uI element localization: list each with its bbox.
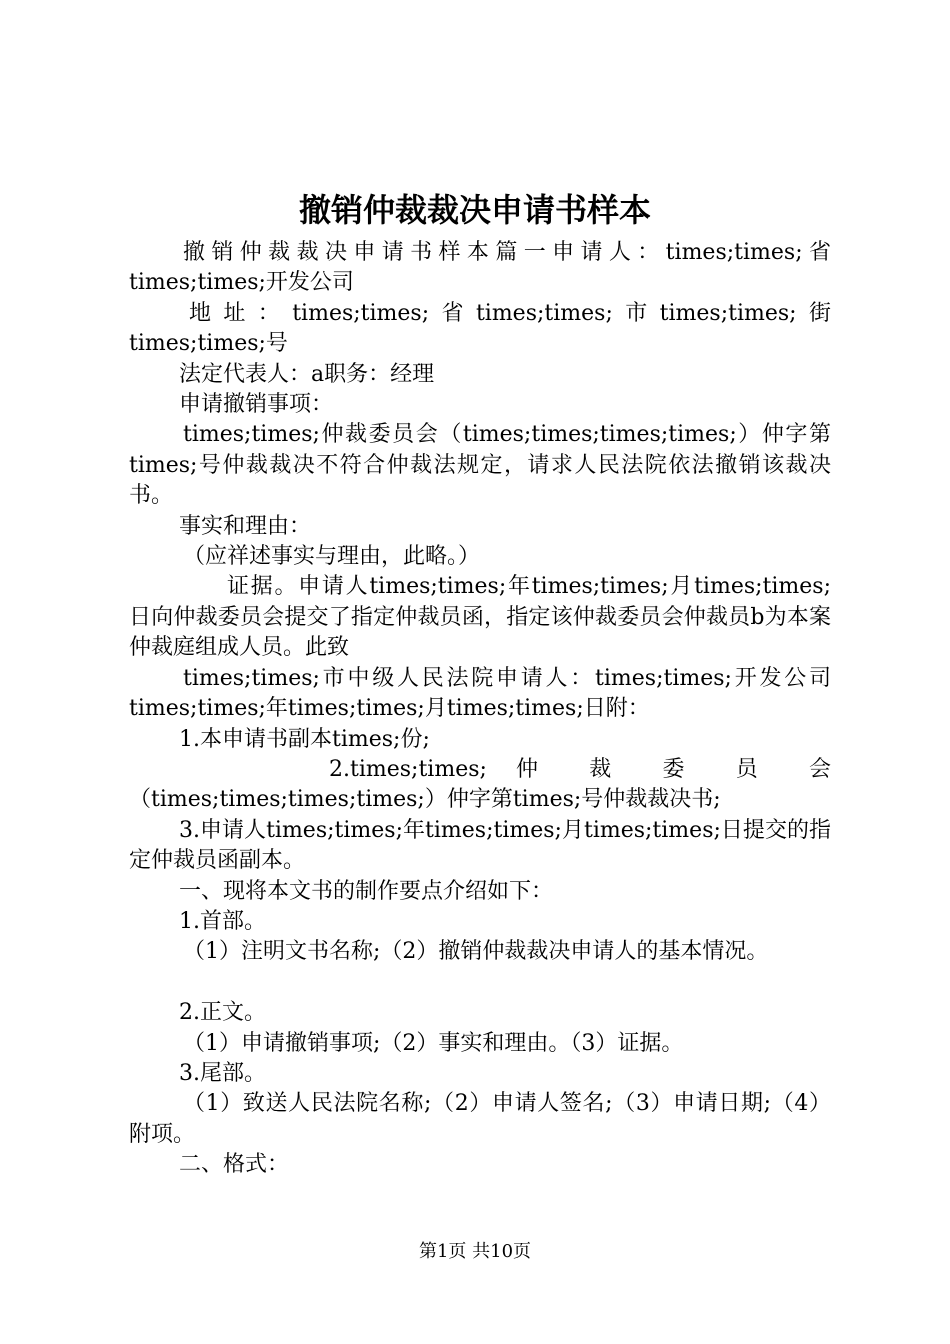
paragraph-tail-items: （1）致送人民法院名称;（2）申请人签名;（3）申请日期;（4）附项。 xyxy=(129,1091,831,1147)
paragraph-attachment-2b: （times;times;times;times;）仲字第times;号仲裁裁决书; xyxy=(129,787,721,813)
paragraph-request-heading: 申请撤销事项： xyxy=(179,392,334,418)
paragraph-evidence: 证据。申请人times;times;年times;times;月times;times;日向仲裁委员会提交了指定仲裁员函，指定该仲裁委员会仲裁员b为本案仲裁庭组成人员。此致 xyxy=(129,574,831,661)
paragraph-head-part: 1.首部。 xyxy=(179,908,266,934)
document-body xyxy=(129,238,831,1181)
paragraph-request-content: times;times;仲裁委员会（times;times;times;times;）仲字第times;号仲裁裁决不符合仲裁法规定，请求人民法院依法撤销该裁决书。 xyxy=(129,422,831,509)
page-number: 第1页 共10页 xyxy=(418,1241,532,1262)
paragraph-address: 地址：times;times;省times;times;市times;times;街times;times;号 xyxy=(129,300,831,357)
paragraph-legal-rep: 法定代表人：a职务：经理 xyxy=(179,361,435,387)
paragraph-section-1: 一、现将本文书的制作要点介绍如下： xyxy=(179,878,554,904)
paragraph-section-2: 二、格式： xyxy=(179,1152,290,1178)
paragraph-facts-note: （应祥述事实与理由，此略。） xyxy=(183,544,481,570)
paragraph-attachment-1: 1.本申请书副本times;份; xyxy=(179,726,430,752)
paragraph-head-items: （1）注明文书名称;（2）撤销仲裁裁决申请人的基本情况。 xyxy=(183,939,769,965)
document-title: 撤销仲裁裁决申请书样本 xyxy=(298,191,651,229)
paragraph-facts-heading: 事实和理由： xyxy=(179,513,312,539)
paragraph-tail-part: 3.尾部。 xyxy=(179,1060,266,1086)
paragraph-attachment-3: 3.申请人times;times;年times;times;月times;times;日提交的指定仲裁员函副本。 xyxy=(129,817,831,874)
paragraph-main-part: 2.正文。 xyxy=(179,1000,266,1026)
blank-line xyxy=(129,968,831,998)
paragraph-applicant: 撤销仲裁裁决申请书样本篇一申请人：times;times;省times;times;开发公司 xyxy=(129,240,831,296)
paragraph-attachment-2a: 2.times;times; 仲 裁 委 员 会 xyxy=(329,756,831,782)
paragraph-main-items: （1）申请撤销事项;（2）事实和理由。（3）证据。 xyxy=(183,1030,684,1056)
paragraph-court-signature: times;times;市中级人民法院申请人：times;times;开发公司times;times;年times;times;月times;times;日附： xyxy=(129,665,831,722)
